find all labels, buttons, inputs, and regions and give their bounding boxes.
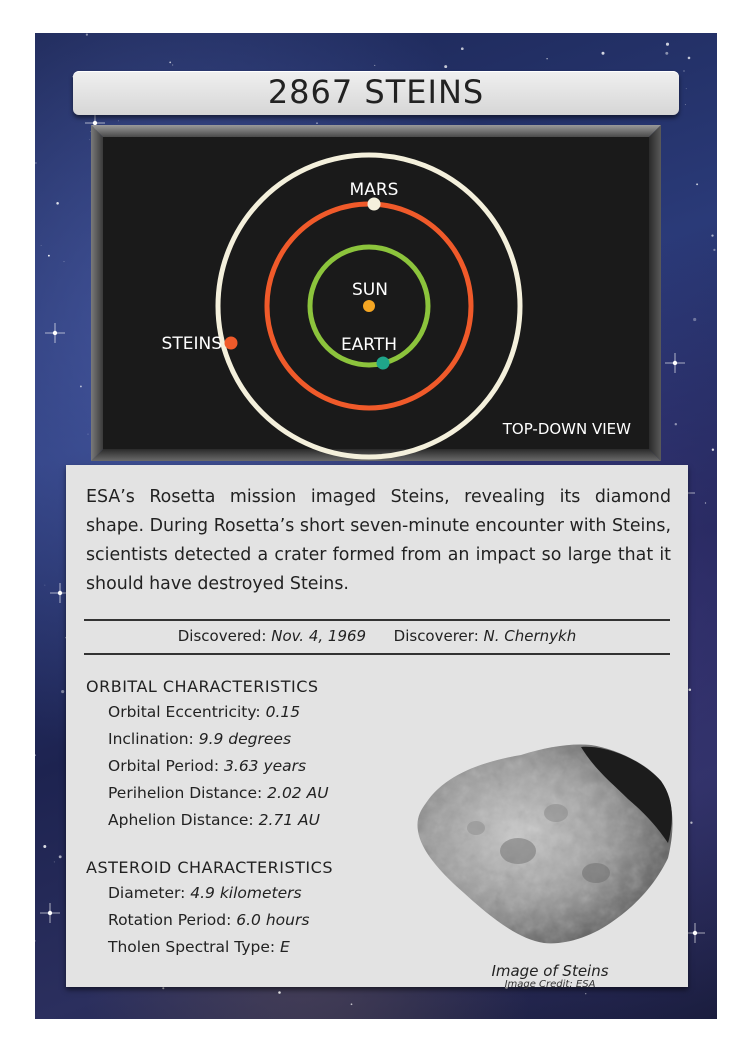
image-credit: Image Credit: ESA [504, 979, 596, 990]
orbital-value: 0.15 [265, 703, 301, 721]
star-icon [693, 318, 696, 321]
star-icon [35, 162, 37, 164]
star-icon [665, 52, 668, 55]
discovery-row [66, 627, 688, 645]
star-icon [169, 61, 171, 63]
star-icon [54, 861, 55, 862]
asteroid-row [108, 880, 309, 907]
orbital-label: Perihelion Distance: [108, 784, 263, 802]
asteroid-row [108, 907, 309, 934]
star-icon [688, 57, 691, 60]
star-icon [684, 71, 685, 72]
trading-card [35, 33, 717, 1019]
star-icon [705, 502, 706, 503]
orbit-diagram [91, 125, 661, 461]
asteroid-image [406, 733, 686, 961]
label-steins: STEINS [161, 334, 222, 354]
asteroid-row [108, 934, 309, 961]
star-icon [711, 234, 713, 236]
discovered-label: Discovered: [177, 627, 267, 645]
star-icon [675, 423, 677, 425]
info-panel [66, 465, 688, 990]
sun-icon [363, 300, 375, 312]
star-icon [162, 987, 164, 989]
star-icon [461, 47, 464, 50]
star-icon [316, 123, 317, 124]
image-caption-block [452, 962, 648, 990]
star-icon [686, 88, 687, 89]
asteroid-value: 6.0 hours [236, 911, 310, 929]
star-icon [118, 121, 119, 122]
orbital-row [108, 807, 329, 834]
asteroid-label: Rotation Period: [108, 911, 232, 929]
star-icon [35, 754, 36, 756]
description-text: ESA’s Rosetta mission imaged Steins, revealing its diamond shape. During Rosetta’s short seven-minute encounter with Steins, scientists detected a crater formed from an impact so large that it should have destroyed Steins. [86, 487, 671, 594]
bevel-top [91, 125, 661, 137]
star-icon [444, 65, 447, 68]
bright-star-icon [665, 353, 685, 373]
asteroid-label: Tholen Spectral Type: [108, 938, 276, 956]
star-icon [59, 855, 62, 858]
asteroid-list [108, 880, 309, 961]
orbital-label: Inclination: [108, 730, 194, 748]
star-icon [41, 245, 42, 246]
asteroid-section-title: ASTEROID CHARACTERISTICS [86, 858, 333, 877]
crater-icon [544, 804, 568, 822]
orbit-diagram-frame [91, 125, 661, 461]
orbital-section-title: ORBITAL CHARACTERISTICS [86, 677, 319, 696]
label-earth: EARTH [340, 335, 398, 355]
star-icon [685, 104, 686, 105]
star-icon [278, 991, 281, 994]
asteroid-label: Diameter: [108, 884, 186, 902]
star-icon [546, 58, 547, 59]
label-sun: SUN [352, 280, 388, 300]
orbital-label: Orbital Period: [108, 757, 220, 775]
star-icon [712, 449, 714, 451]
orbital-label: Aphelion Distance: [108, 811, 254, 829]
star-icon [585, 993, 586, 994]
asteroid-value: E [280, 938, 290, 956]
star-icon [89, 139, 90, 140]
star-icon [88, 434, 89, 435]
star-icon [713, 249, 715, 251]
discovered-value: Nov. 4, 1969 [271, 627, 367, 645]
star-icon [45, 585, 46, 586]
title-bar [73, 71, 679, 115]
star-icon [666, 43, 669, 46]
bevel-left [91, 125, 103, 461]
bright-star-icon [45, 323, 65, 343]
star-icon [35, 940, 36, 941]
orbital-row [108, 753, 329, 780]
star-icon [689, 689, 692, 692]
star-icon [172, 65, 173, 66]
orbital-value: 3.63 years [224, 757, 307, 775]
star-icon [351, 1003, 353, 1005]
asteroid-value: 4.9 kilometers [190, 884, 302, 902]
orbital-label: Orbital Eccentricity: [108, 703, 261, 721]
star-icon [602, 52, 605, 55]
label-view: TOP-DOWN VIEW [502, 420, 631, 438]
crater-icon [500, 838, 536, 864]
orbital-list [108, 699, 329, 834]
divider-top [84, 619, 670, 621]
crater-icon [467, 821, 485, 835]
star-icon [374, 65, 375, 66]
orbital-row [108, 699, 329, 726]
orbital-value: 9.9 degrees [198, 730, 292, 748]
earth-icon [377, 357, 390, 370]
star-icon [48, 255, 50, 257]
star-icon [63, 261, 64, 262]
orbital-row [108, 726, 329, 753]
bevel-right [649, 125, 661, 461]
label-mars: MARS [349, 180, 399, 200]
steins-icon [225, 337, 238, 350]
orbital-value: 2.02 AU [267, 784, 329, 802]
crater-icon [582, 863, 610, 883]
image-caption: Image of Steins [491, 962, 609, 980]
star-icon [80, 385, 82, 387]
card-title: 2867 STEINS [267, 73, 485, 111]
star-icon [61, 690, 64, 693]
discoverer-value: N. Chernykh [483, 627, 577, 645]
star-icon [690, 822, 692, 824]
star-icon [696, 183, 698, 185]
star-icon [86, 34, 88, 36]
orbital-row [108, 780, 329, 807]
divider-bottom [84, 653, 670, 655]
discoverer-label: Discoverer: [393, 627, 479, 645]
star-icon [56, 202, 59, 205]
star-icon [43, 845, 46, 848]
bright-star-icon [40, 903, 60, 923]
bright-star-icon [685, 923, 705, 943]
orbital-value: 2.71 AU [258, 811, 320, 829]
